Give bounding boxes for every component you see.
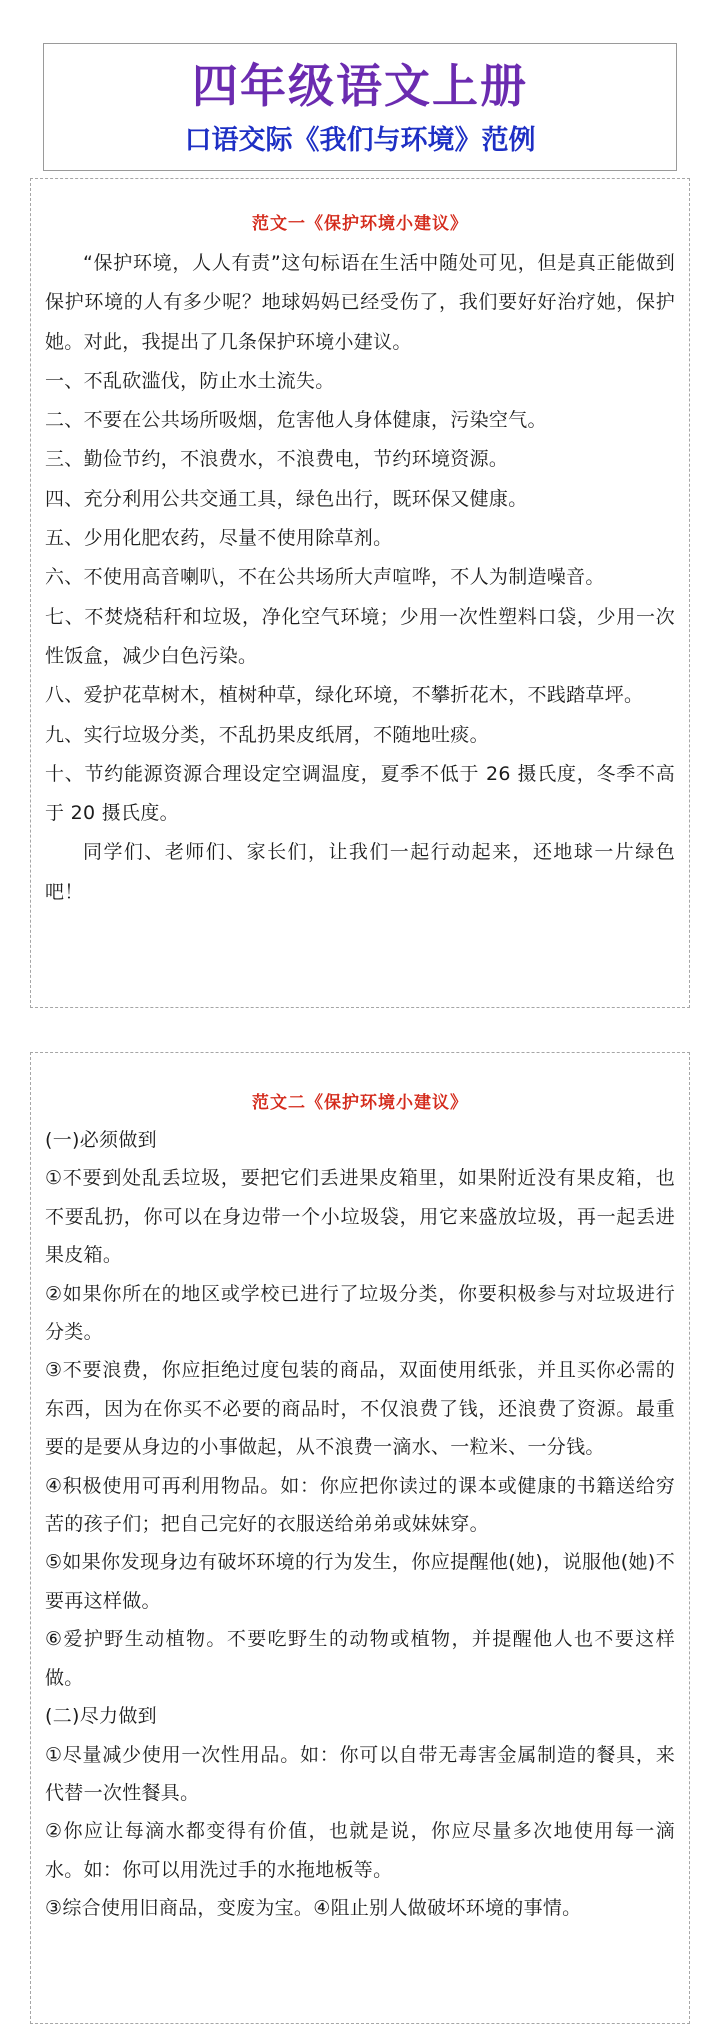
essay-two-title: 范文二《保护环境小建议》 bbox=[252, 1093, 468, 1113]
list-item: ③不要浪费，你应拒绝过度包装的商品，双面使用纸张，并且买你必需的东西，因为在你买不必要的商品时，不仅浪费了钱，还浪费了资源。最重要的是要从身边的小事做起，从不浪费一滴水、一粒米、一分钱。 bbox=[45, 1359, 675, 1459]
list-item: 十、节约能源资源合理设定空调温度，夏季不低于 26 摄氏度，冬季不高于 20 摄氏度。 bbox=[45, 762, 675, 825]
list-item: ⑤如果你发现身边有破坏环境的行为发生，你应提醒他(她)，说服他(她)不要再这样做。 bbox=[45, 1551, 675, 1612]
page-subtitle: 口语交际《我们与环境》范例 bbox=[184, 125, 536, 156]
list-item: ②如果你所在的地区或学校已进行了垃圾分类，你要积极参与对垃圾进行分类。 bbox=[45, 1282, 675, 1344]
list-item: 六、不使用高音喇叭，不在公共场所大声喧哗，不人为制造噪音。 bbox=[45, 566, 605, 589]
list-item: 二、不要在公共场所吸烟，危害他人身体健康，污染空气。 bbox=[45, 409, 547, 432]
list-item: ①不要到处乱丢垃圾，要把它们丢进果皮箱里，如果附近没有果皮箱，也不要乱扔，你可以在身边带一个小垃圾袋，用它来盛放垃圾，再一起丢进果皮箱。 bbox=[45, 1167, 675, 1267]
essay-two-section bbox=[30, 1052, 690, 2024]
title-box bbox=[43, 43, 677, 171]
list-item: 五、少用化肥农药，尽量不使用除草剂。 bbox=[45, 527, 393, 550]
list-item: 八、爱护花草树木，植树种草，绿化环境，不攀折花木，不践踏草坪。 bbox=[45, 684, 644, 707]
page-title: 四年级语文上册 bbox=[192, 59, 528, 113]
essay-one-section bbox=[30, 178, 690, 1008]
list-item: ②你应让每滴水都变得有价值，也就是说，你应尽量多次地使用每一滴水。如：你可以用洗过手的水拖地板等。 bbox=[45, 1820, 675, 1881]
list-item: 九、实行垃圾分类，不乱扔果皮纸屑，不随地吐痰。 bbox=[45, 723, 489, 746]
list-item: ③综合使用旧商品，变废为宝。④阻止别人做破坏环境的事情。 bbox=[45, 1897, 582, 1920]
list-item: 七、不焚烧秸秆和垃圾，净化空气环境；少用一次性塑料口袋，少用一次性饭盒，减少白色污染。 bbox=[45, 605, 675, 667]
list-item: ①尽量减少使用一次性用品。如：你可以自带无毒害金属制造的餐具，来代替一次性餐具。 bbox=[45, 1743, 675, 1804]
list-item: 一、不乱砍滥伐，防止水土流失。 bbox=[45, 369, 335, 392]
part-two-heading: (二)尽力做到 bbox=[45, 1705, 157, 1728]
list-item: 四、充分利用公共交通工具，绿色出行，既环保又健康。 bbox=[45, 487, 528, 510]
essay-one-closing: 同学们、老师们、家长们，让我们一起行动起来，还地球一片绿色吧！ bbox=[45, 841, 675, 903]
list-item: 三、勤俭节约，不浪费水，不浪费电，节约环境资源。 bbox=[45, 448, 509, 471]
list-item: ⑥爱护野生动植物。不要吃野生的动物或植物，并提醒他人也不要这样做。 bbox=[45, 1628, 675, 1689]
list-item: ④积极使用可再利用物品。如：你应把你读过的课本或健康的书籍送给穷苦的孩子们；把自己完好的衣服送给弟弟或妹妹穿。 bbox=[45, 1474, 675, 1536]
part-one-heading: (一)必须做到 bbox=[45, 1129, 157, 1151]
essay-one-intro: “保护环境，人人有责”这句标语在生活中随处可见，但是真正能做到保护环境的人有多少呢？地球妈妈已经受伤了，我们要好好治疗她，保护她。对此，我提出了几条保护环境小建议。 bbox=[45, 252, 675, 353]
essay-one-title: 范文一《保护环境小建议》 bbox=[252, 214, 468, 234]
